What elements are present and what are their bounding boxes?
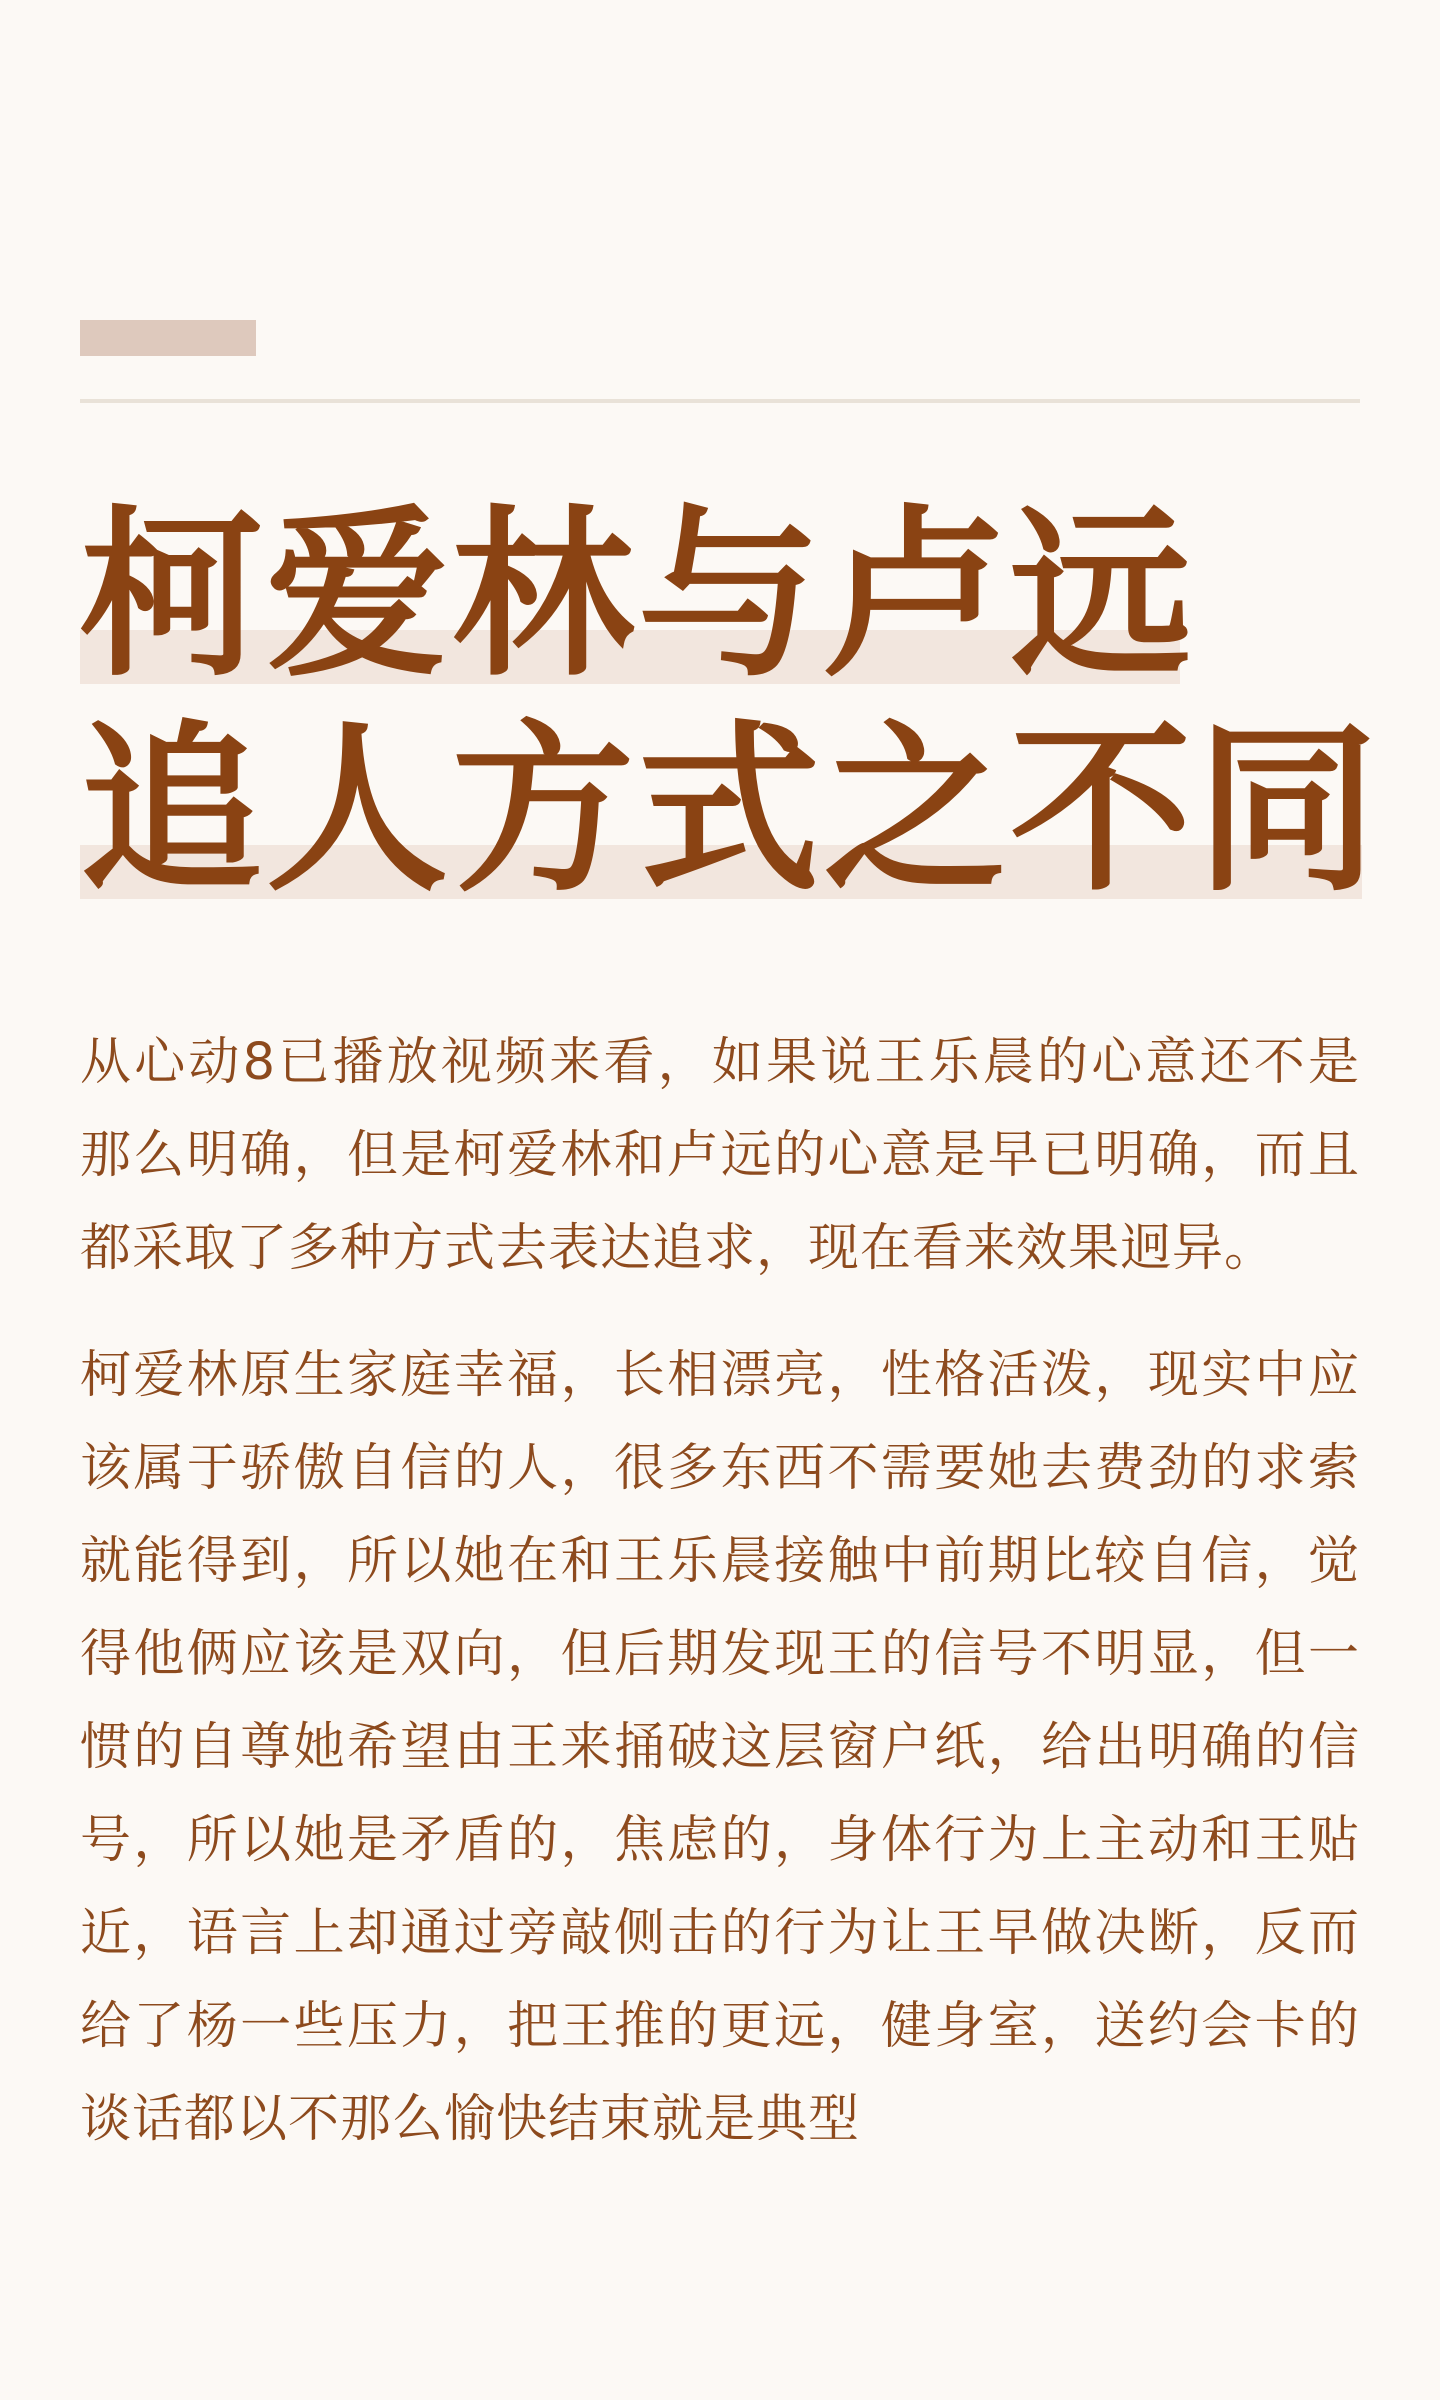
article-body — [80, 1016, 1360, 2200]
header-accent-bar — [80, 320, 256, 356]
title-line-2 — [80, 703, 1380, 918]
title-text-2: 追人方式之不同 — [80, 704, 1382, 916]
body-paragraph-1: 从心动8已播放视频来看，如果说王乐晨的心意还不是那么明确，但是柯爱林和卢远的心意是早已明确，而且都采取了多种方式去表达追求，现在看来效果迥异。 — [80, 1033, 1360, 1278]
header-divider — [80, 399, 1360, 403]
body-paragraph-2: 柯爱林原生家庭幸福，长相漂亮，性格活泼，现实中应该属于骄傲自信的人，很多东西不需要她去费劲的求索就能得到，所以她在和王乐晨接触中前期比较自信，觉得他俩应该是双向，但后期发现王的信号不明显，但一惯的自尊她希望由王来捅破这层窗户纸，给出明确的信号，所以她是矛盾的，焦虑的，身体行为上主动和王贴近，语言上却通过旁敲侧击的行为让王早做决断，反而给了杨一些压力，把王推的更远，健身室，送约会卡的谈话都以不那么愉快结束就是典型 — [80, 1346, 1360, 2149]
title-text-1: 柯爱林与卢远 — [80, 489, 1196, 701]
title-line-1 — [80, 488, 1380, 703]
article-title — [80, 488, 1380, 918]
